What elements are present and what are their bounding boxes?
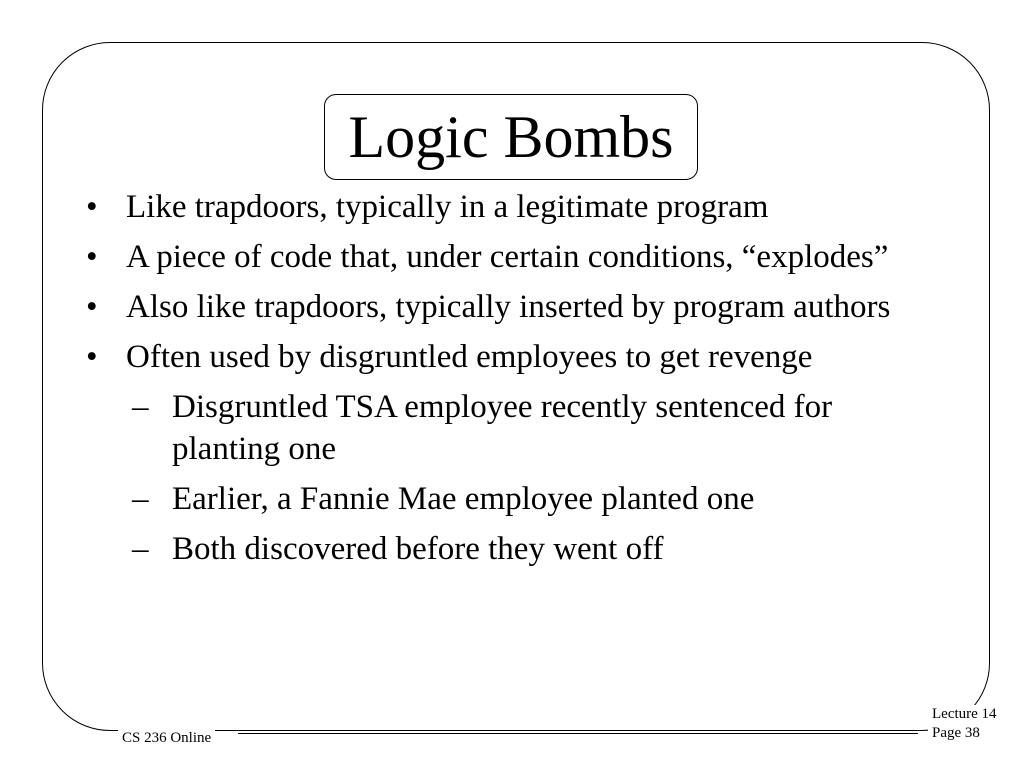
bullet-marker: • — [86, 289, 98, 325]
bullet-item — [86, 186, 946, 228]
sub-bullet-item — [86, 478, 946, 520]
sub-bullet-marker: – — [132, 531, 149, 567]
sub-bullet-text: Both discovered before they went off — [172, 531, 664, 567]
sub-bullet-item — [86, 386, 946, 470]
bullet-item — [86, 286, 946, 328]
bullet-item — [86, 336, 946, 378]
footer-lecture: Lecture 14 — [932, 706, 997, 722]
bullet-item — [86, 236, 946, 278]
slide-title: Logic Bombs — [348, 104, 674, 170]
sub-bullet-text: Earlier, a Fannie Mae employee planted one — [172, 481, 755, 517]
bullet-text: A piece of code that, under certain conditions, “explodes” — [126, 239, 889, 275]
bullet-marker: • — [86, 339, 98, 375]
sub-bullet-item — [86, 528, 946, 570]
bullet-text: Also like trapdoors, typically inserted by program authors — [126, 289, 891, 325]
footer-page: Page 38 — [932, 725, 980, 741]
footer-divider — [238, 733, 918, 734]
bullet-marker: • — [86, 189, 98, 225]
sub-bullet-text: Disgruntled TSA employee recently sentenced for planting one — [172, 389, 833, 467]
sub-bullet-marker: – — [132, 389, 149, 425]
bullet-text: Like trapdoors, typically in a legitimate program — [126, 189, 769, 225]
footer-course: CS 236 Online — [118, 730, 215, 747]
sub-bullet-marker: – — [132, 481, 149, 517]
footer-page-info — [928, 705, 1001, 743]
title-box — [324, 94, 698, 180]
bullet-text: Often used by disgruntled employees to get revenge — [126, 339, 813, 375]
bullet-list — [86, 186, 946, 578]
bullet-marker: • — [86, 239, 98, 275]
